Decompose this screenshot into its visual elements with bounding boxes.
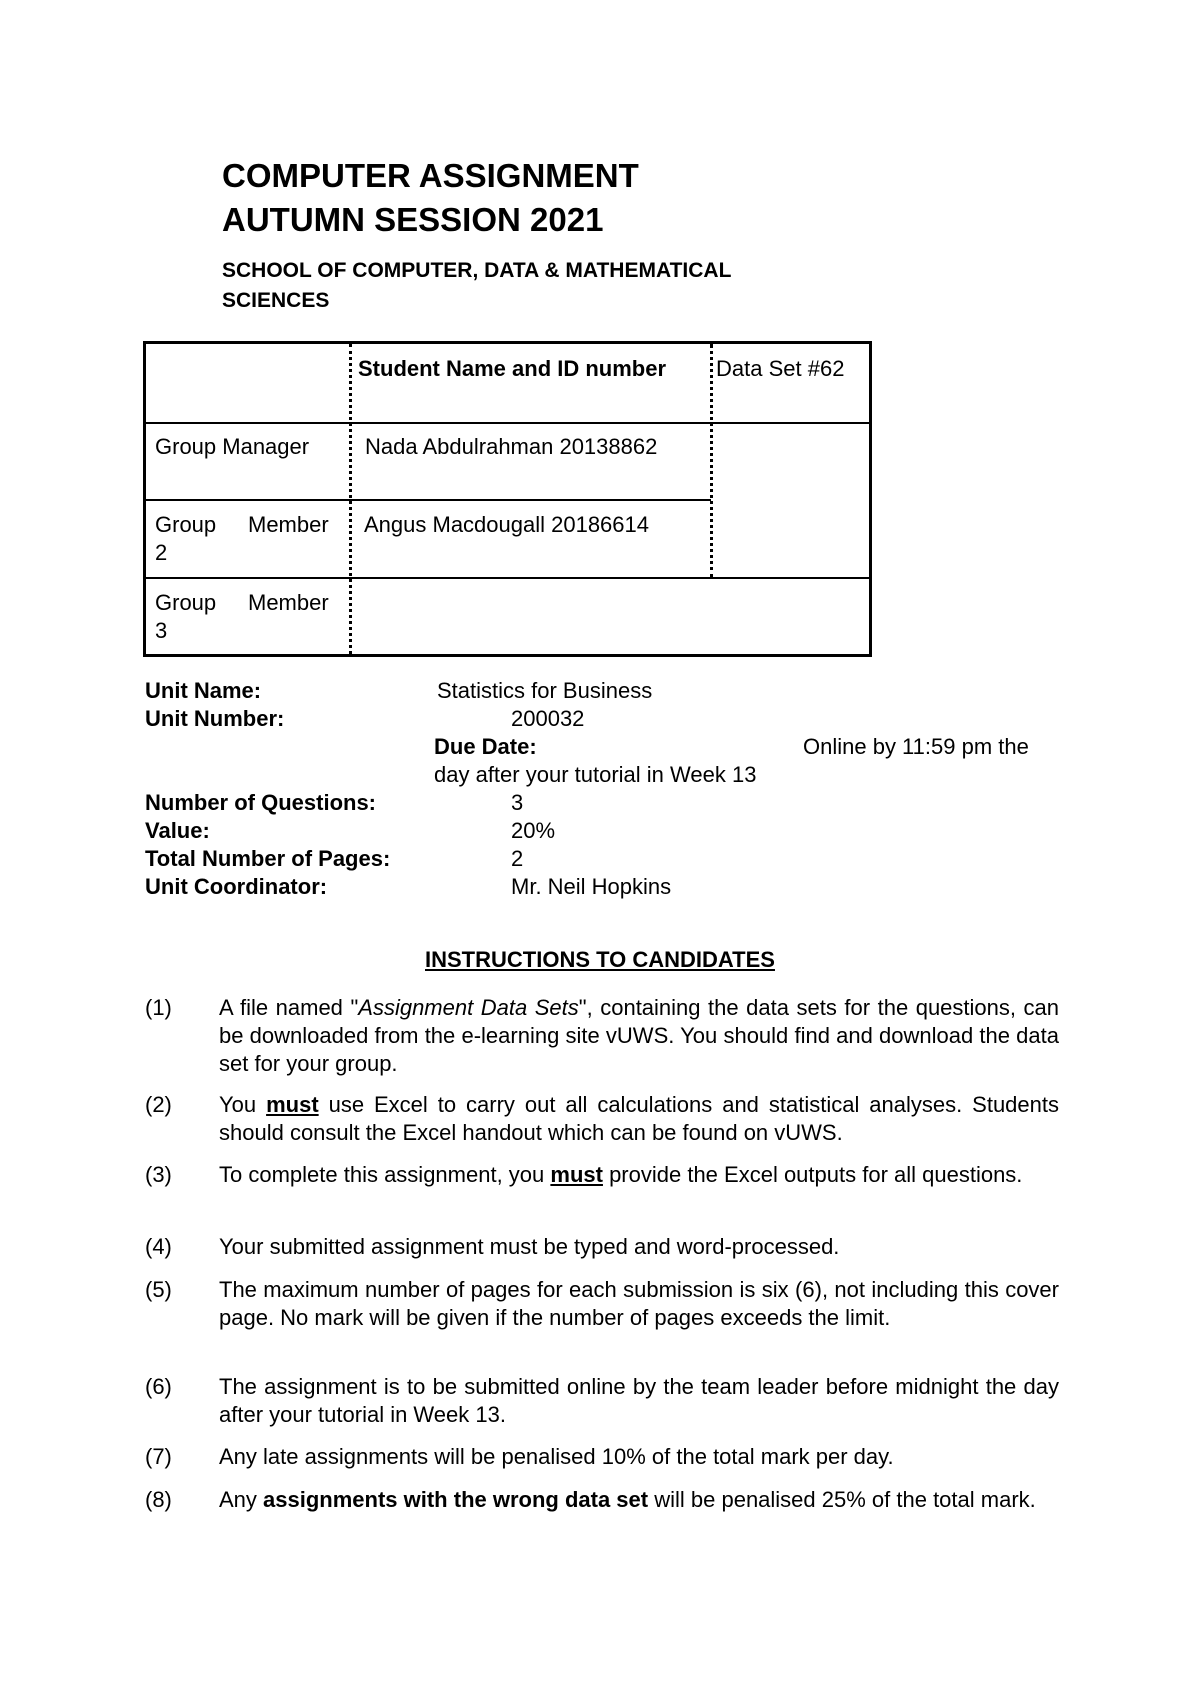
instruction-item: Your submitted assignment must be typed and word-processed. [219, 1234, 840, 1259]
coordinator-label: Unit Coordinator: [145, 874, 328, 899]
instruction-item: The maximum number of pages for each submission is six (6), not including this cover page. No mark will be given if the number of pages exceeds the limit. [219, 1277, 1059, 1330]
row-role-b: Member [248, 512, 329, 537]
instruction-item: You must use Excel to carry out all calculations and statistical analyses. Students should consult the Excel handout which can be found on vUWS. [219, 1092, 1059, 1145]
header-data-set: Data Set #62 [716, 356, 845, 381]
row-student: Angus Macdougall 20186614 [364, 512, 650, 537]
item-number: (6) [145, 1374, 172, 1399]
row-role-a: Group [155, 590, 217, 615]
col-divider [710, 344, 713, 578]
row-divider [146, 499, 711, 501]
row-role-c: 2 [155, 540, 168, 565]
value-value: 20% [511, 818, 556, 843]
pages-label: Total Number of Pages: [145, 846, 391, 871]
row-role-b: Member [248, 590, 329, 615]
col-divider [349, 344, 352, 654]
item-number: (2) [145, 1092, 172, 1117]
item-number: (3) [145, 1162, 172, 1187]
school-line-2: SCIENCES [222, 289, 330, 312]
title-line-1: COMPUTER ASSIGNMENT [222, 157, 639, 194]
item-number: (7) [145, 1444, 172, 1469]
pages-value: 2 [511, 846, 524, 871]
due-date-value-line-1: Online by 11:59 pm the [803, 734, 1029, 759]
row-divider [146, 422, 869, 424]
instruction-item: The assignment is to be submitted online by the team leader before midnight the day after your tutorial in Week 13. [219, 1374, 1059, 1427]
item-number: (4) [145, 1234, 172, 1259]
instruction-item: Any late assignments will be penalised 10% of the total mark per day. [219, 1444, 894, 1469]
item-number: (8) [145, 1487, 172, 1512]
questions-value: 3 [511, 790, 524, 815]
title-line-2: AUTUMN SESSION 2021 [222, 201, 604, 238]
due-date-label: Due Date: [434, 734, 537, 759]
row-student: Nada Abdulrahman 20138862 [365, 434, 658, 459]
row-role: Group Manager [155, 434, 310, 459]
unit-name-label: Unit Name: [145, 678, 262, 703]
unit-number-value: 200032 [511, 706, 585, 731]
unit-name-value: Statistics for Business [437, 678, 653, 703]
row-role-a: Group [155, 512, 217, 537]
row-role-c: 3 [155, 618, 168, 643]
item-number: (5) [145, 1277, 172, 1302]
item-number: (1) [145, 995, 172, 1020]
coordinator-value: Mr. Neil Hopkins [511, 874, 672, 899]
instructions-title: INSTRUCTIONS TO CANDIDATES [425, 947, 775, 972]
row-divider [146, 577, 869, 579]
questions-label: Number of Questions: [145, 790, 377, 815]
instruction-item: To complete this assignment, you must provide the Excel outputs for all questions. [219, 1162, 1023, 1187]
school-line-1: SCHOOL OF COMPUTER, DATA & MATHEMATICAL [222, 259, 732, 282]
instruction-item: A file named "Assignment Data Sets", containing the data sets for the questions, can be downloaded from the e-learning site vUWS. You should find and download the data set for your group. [219, 995, 1059, 1076]
instruction-item: Any assignments with the wrong data set will be penalised 25% of the total mark. [219, 1487, 1036, 1512]
header-student-name: Student Name and ID number [358, 356, 667, 381]
due-date-value-line-2: day after your tutorial in Week 13 [434, 762, 757, 787]
value-label: Value: [145, 818, 210, 843]
unit-number-label: Unit Number: [145, 706, 285, 731]
